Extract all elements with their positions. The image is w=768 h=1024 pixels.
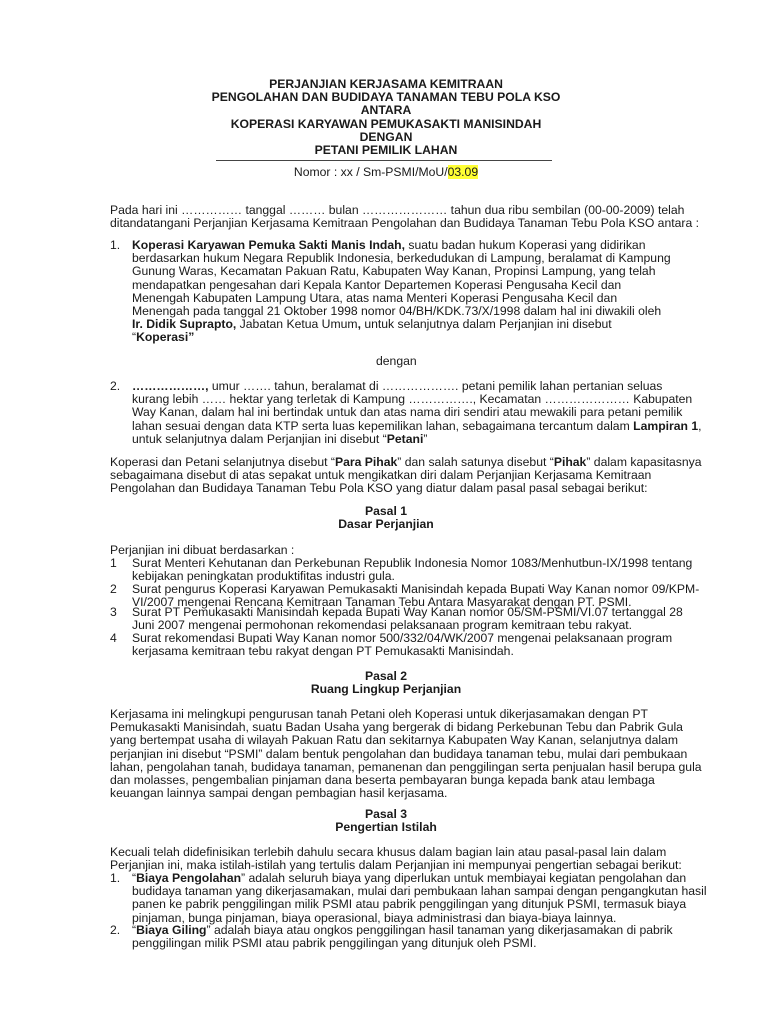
- number-highlight: 03.09: [447, 165, 479, 179]
- representative-name: Ir. Didik Suprapto,: [132, 317, 237, 332]
- title-line: PERJANJIAN KERJASAMA KEMITRAAN: [269, 77, 503, 91]
- list-number: 1.: [110, 238, 121, 252]
- title-line: DENGAN: [359, 129, 413, 144]
- document-title: [110, 78, 662, 157]
- pasal-3-heading: Pasal 3 Pengertian Istilah: [335, 807, 437, 835]
- list-number: 2.: [110, 379, 121, 393]
- title-line: PETANI PEMILIK LAHAN: [314, 142, 458, 157]
- party-2-name: ………………,: [132, 379, 209, 393]
- pasal-1-intro: Perjanjian ini dibuat berdasarkan :: [110, 543, 295, 557]
- party-2-alias: Petani: [386, 431, 424, 446]
- party-1-alias: Koperasi”: [136, 330, 195, 345]
- pasal-2-paragraph: Kerjasama ini melingkupi pengurusan tanah Petani oleh Koperasi untuk dikerjasamakan dengan PT Pemukasakti Manisindah, suatu Badan Usaha yang bergerak di bidang Perkebunan Tebu dan Pabrik Gula yang bertempat usaha di wilayah Pakuan Ratu dan sekitarnya Kabupaten Way Kanan, selanjutnya dalam perjanjian ini disebut “PSMI” dalam bentuk pengolahan dan budidaya tanaman tebu, mulai dari pembukaan lahan, pengolahan tanah, budidaya tanaman, pemanenan dan penggilingan serta penjualan hasil berupa gula dan molasses, pengembalian pinjaman dana beserta pembayaran bunga kepada bank atau lembaga keuangan lainnya sampai dengan pembagian hasil kerjasama.: [110, 707, 702, 801]
- pasal-2-heading: Pasal 2 Ruang Lingkup Perjanjian: [310, 669, 462, 697]
- lampiran-ref: Lampiran 1: [633, 418, 699, 433]
- pasal-3-intro: Kecuali telah didefinisikan terlebih dahulu secara khusus dalam bagian lain atau pasal-pasal lain dalam Perjanjian ini, maka istilah-istilah yang tertulis dalam Perjanjian ini mempunyai pengertian sebagai berikut:: [110, 845, 682, 873]
- title-line: PENGOLAHAN DAN BUDIDAYA TANAMAN TEBU POLA KSO: [211, 90, 561, 105]
- title-line: KOPERASI KARYAWAN PEMUKASAKTI MANISINDAH: [230, 116, 542, 131]
- title-line: ANTARA: [360, 103, 412, 118]
- term-biaya-pengolahan: Biaya Pengolahan: [136, 871, 242, 885]
- pasal-1-heading: Pasal 1 Dasar Perjanjian: [338, 504, 434, 532]
- document-page: PERJANJIAN KERJASAMA KEMITRAAN PENGOLAHAN DAN BUDIDAYA TANAMAN TEBU POLA KSO ANTARA KOPERASI KARYAWAN PEMUKASAKTI MANISINDAH DENGAN PETANI PEMILIK LAHAN Nomor : xx / Sm-PSMI/MoU/03.09 Pada hari ini …………… tanggal ……… bulan ………………… tahun dua ribu sembilan (00-00-2009) telah ditandatangani Perjanjian Kerjasama Kemitraan Pengolahan dan Budidaya Tanaman Tebu Pola KSO antara : 1. Koperasi Karyawan Pemuka Sakti Manis Indah, suatu badan hukum Koperasi yang didirikan berdasarkan hukum Negara Republik Indonesia, berkedudukan di Lampung, beralamat di Kampung Gunung Waras, Kecamatan Pakuan Ratu, Kabupaten Way Kanan, Propinsi Lampung, yang telah mendapatkan pengesahan dari Kepala Kantor Departemen Koperasi Pengusaha Kecil dan Menengah Kabupaten Lampung Utara, atas nama Menteri Koperasi Pengusaha Kecil dan Menengah pada tanggal 21 Oktober 1998 nomor 04/BH/KDK.73/X/1998 dalam hal ini diwakili oleh Ir. Didik Suprapto, Jabatan Ketua Umum, untuk selanjutnya dalam Perjanjian ini disebut “Koperasi” dengan 2. ………………, umur ……. tahun, beralamat di ………………. petani pemilik lahan pertanian seluas kurang lebih …… hektar yang terletak di Kampung ……………., Kecamatan ………………… Kabupaten Way Kanan, dalam hal ini bertindak untuk dan atas nama diri sendiri atau mewakili para petani pemilik lahan sesuai dengan data KTP serta luas kepemilikan lahan, sebagaimana tercantum dalam Lampiran 1, untuk selanjutnya dalam Perjanjian ini disebut “Petani” Koperasi dan Petani selanjutnya disebut “Para Pihak” dan salah satunya disebut “Pihak” dalam kapasitasnya sebagaimana disebut di atas sepakat untuk mengikatkan diri dalam Perjanjian Kerjasama Kemitraan Pengolahan dan Budidaya Tanaman Tebu Pola KSO yang diatur dalam pasal pasal sebagai berikut: Pasal 1 Dasar Perjanjian Perjanjian ini dibuat berdasarkan : 1 Surat Menteri Kehutanan dan Perkebunan Republik Indonesia Nomor 1083/Menhutbun-IX/1998 tentang kebijakan peningkatan produktifitas industri gula. 2 Surat pengurus Koperasi Karyawan Pemukasakti Manisindah kepada Bupati Way Kanan nomor 09/KPM- VI/2007 mengenai Rencana Kemitraan Tanaman Tebu Antara Masyarakat dengan PT. PSMI. 3 Surat PT Pemukasakti Manisindah kepada Bupati Way Kanan nomor 05/SM-PSMI/VI.07 tertanggal 28 Juni 2007 mengenai permohonan rekomendasi pelaksanaan program kemitraan tebu rakyat. 4 Surat rekomendasi Bupati Way Kanan nomor 500/332/04/WK/2007 mengenai pelaksanaan program kerjasama kemitraan tebu rakyat dengan PT Pemukasakti Manisindah. Pasal 2 Ruang Lingkup Perjanjian Kerjasama ini melingkupi pengurusan tanah Petani oleh Koperasi untuk dikerjasamakan dengan PT Pemukasakti Manisindah, suatu Badan Usaha yang bergerak di bidang Perkebunan Tebu dan Pabrik Gula yang bertempat usaha di wilayah Pakuan Ratu dan sekitarnya Kabupaten Way Kanan, selanjutnya dalam perjanjian ini disebut “PSMI” dalam bentuk pengolahan dan budidaya tanaman tebu, mulai dari pembukaan lahan, pengolahan tanah, budidaya tanaman, pemanenan dan penggilingan serta penjualan hasil berupa gula dan molasses, pengembalian pinjaman dana beserta pembayaran bunga kepada bank atau lembaga keuangan lainnya sampai dengan pembagian hasil kerjasama. Pasal 3 Pengertian Istilah Kecuali telah didefinisikan terlebih dahulu secara khusus dalam bagian lain atau pasal-pasal lain dalam Perjanjian ini, maka istilah-istilah yang tertulis dalam Perjanjian ini mempunyai pengertian sebagai berikut: 1. “Biaya Pengolahan” adalah seluruh biaya yang diperlukan untuk membiayai kegiatan pengolahan dan budidaya tanaman yang dikerjasamakan, mulai dari pembukaan lahan sampai dengan pengangkutan hasil panen ke pabrik penggilingan milik PSMI atau pabrik penggilingan yang ditunjuk PSMI, termasuk biaya pinjaman, bunga pinjaman, biaya operasional, biaya administrasi dan biaya-biaya lainnya. 2. “Biaya Giling” adalah biaya atau ongkos penggilingan hasil tanaman yang dikerjasamakan di pabrik penggilingan milik PSMI atau pabrik penggilingan yang ditunjuk oleh PSMI.: [110, 77, 707, 951]
- dengan-label: dengan: [376, 354, 417, 368]
- document-number: Nomor : xx / Sm-PSMI/MoU/03.09: [293, 165, 479, 179]
- intro-paragraph: Pada hari ini …………… tanggal ……… bulan ………………… tahun dua ribu sembilan (00-00-2009) telah ditandatangani Perjanjian Kerjasama Kemitraan Pengolahan dan Budidaya Tanaman Tebu Pola KSO antara :: [110, 203, 700, 231]
- title-divider: [216, 160, 552, 161]
- party-1-name: Koperasi Karyawan Pemuka Sakti Manis Indah,: [132, 238, 405, 252]
- term-biaya-giling: Biaya Giling: [136, 923, 207, 937]
- summary-paragraph: Koperasi dan Petani selanjutnya disebut “Para Pihak” dan salah satunya disebut “Pihak” dalam kapasitasnya sebagaimana disebut di atas sepakat untuk mengikatkan diri dalam Perjanjian Kerjasama Kemitraan Pengolahan dan Budidaya Tanaman Tebu Pola KSO yang diatur dalam pasal pasal sebagai berikut:: [110, 455, 702, 496]
